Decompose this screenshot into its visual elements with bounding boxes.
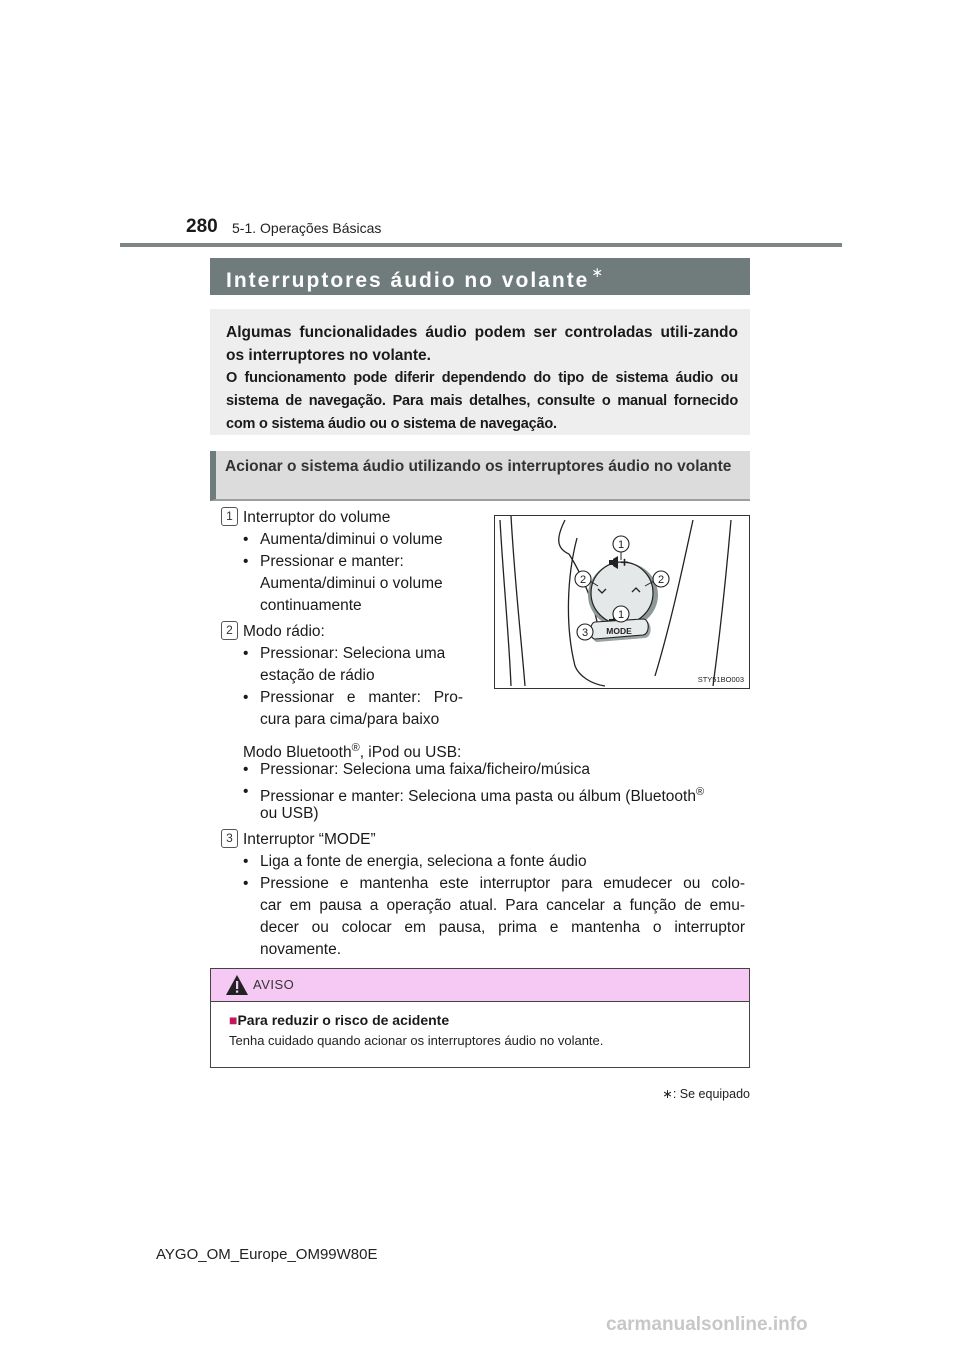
radio-mode-title: Modo rádio: — [243, 623, 325, 640]
bullet: • — [243, 689, 249, 706]
square-bullet-icon: ■ — [229, 1012, 238, 1028]
warning-box — [210, 968, 750, 1068]
section-reference: 5-1. Operações Básicas — [232, 220, 382, 236]
callout-2-left: 2 — [579, 574, 587, 586]
bluetooth-bullet-2-line-1 — [260, 781, 704, 808]
warning-label: AVISO — [253, 977, 295, 992]
section-title-bar — [210, 258, 750, 295]
volume-bullet-1: Aumenta/diminui o volume — [260, 531, 443, 548]
bullet: • — [243, 761, 249, 778]
radio-bullet-1-line-1: Pressionar: Seleciona uma — [260, 645, 446, 662]
mode-button-label: MODE — [606, 626, 632, 636]
bluetooth-mode-label: Modo Bluetooth — [243, 744, 352, 762]
warning-title-text: Para reduzir o risco de acidente — [237, 1012, 450, 1028]
callout-2-right: 2 — [657, 574, 665, 586]
header-rule — [120, 243, 842, 247]
watermark: carmanualsonline.info — [606, 1314, 808, 1335]
mode-switch-title: Interruptor “MODE” — [243, 831, 376, 848]
volume-bullet-2-line-3: continuamente — [260, 597, 362, 614]
radio-bullet-2-line-2: cura para cima/para baixo — [260, 711, 440, 728]
figure-code: STY51BO003 — [697, 675, 744, 684]
bluetooth-bullet-1: Pressionar: Seleciona uma faixa/ficheiro/música — [260, 761, 590, 778]
mode-bullet-2-line-1: Pressione e mantenha este interruptor para emudecer ou colo- — [260, 875, 745, 892]
registered-mark: ® — [695, 786, 705, 798]
footnote-marker: ∗ — [662, 1087, 673, 1101]
document-id: AYGO_OM_Europe_OM99W80E — [156, 1246, 378, 1263]
registered-mark: ® — [351, 742, 360, 754]
intro-note: O funcionamento pode diferir dependendo do tipo de sistema áudio ou sistema de navegação. Para mais detalhes, consulte o manual fornecido com o sistema áudio ou o sistema de navegação. — [226, 370, 738, 432]
footnote-text: : Se equipado — [672, 1087, 750, 1101]
volume-bullet-2-line-2: Aumenta/diminui o volume — [260, 575, 443, 592]
volume-bullet-2-line-1: Pressionar e manter: — [260, 553, 404, 570]
radio-bullet-1-line-2: estação de rádio — [260, 667, 375, 684]
bullet: • — [243, 531, 249, 548]
callout-1-bottom: 1 — [617, 609, 625, 621]
warning-body: Tenha cuidado quando acionar os interruptores áudio no volante. — [229, 1033, 604, 1048]
bullet: • — [243, 553, 249, 570]
section-title: Interruptores áudio no volante — [226, 269, 590, 292]
warning-title — [229, 1012, 449, 1028]
bullet: • — [243, 853, 249, 870]
sub-heading: Acionar o sistema áudio utilizando os interruptores áudio no volante — [210, 451, 750, 501]
footnote — [620, 1086, 750, 1101]
bluetooth-mode-rest: , iPod ou USB: — [359, 744, 462, 762]
bullet: • — [243, 875, 249, 892]
mode-bullet-1: Liga a fonte de energia, seleciona a fonte áudio — [260, 853, 587, 870]
callout-1-top: 1 — [617, 539, 625, 551]
bluetooth-bullet-2-line-2: ou USB) — [260, 805, 319, 822]
warning-header — [211, 969, 749, 1002]
intro-box — [210, 309, 750, 435]
mode-bullet-2-line-2: car em pausa a operação atual. Para cancelar a função de emu- — [260, 897, 745, 914]
item-number-3: 3 — [221, 829, 238, 848]
bullet: • — [243, 645, 249, 662]
intro-paragraph: Algumas funcionalidades áudio podem ser controladas utili-zando os interruptores no volante. — [226, 324, 738, 364]
warning-triangle-icon — [225, 974, 249, 996]
page-number: 280 — [186, 216, 218, 237]
volume-switch-title: Interruptor do volume — [243, 509, 391, 526]
item-number-2: 2 — [221, 621, 238, 640]
bluetooth-bullet-2-text: Pressionar e manter: Seleciona uma pasta ou álbum (Bluetooth — [260, 788, 696, 806]
mode-bullet-2-line-4: novamente. — [260, 941, 341, 958]
equipped-marker: ∗ — [591, 264, 604, 280]
callout-3: 3 — [581, 627, 589, 639]
radio-bullet-2-line-1: Pressionar e manter: Pro- — [260, 689, 463, 706]
steering-switch-illustration — [494, 515, 750, 689]
bullet: • — [243, 783, 249, 800]
mode-bullet-2-line-3: decer ou colocar em pausa, prima e mantenha o interruptor — [260, 919, 745, 936]
item-number-1: 1 — [221, 507, 238, 526]
